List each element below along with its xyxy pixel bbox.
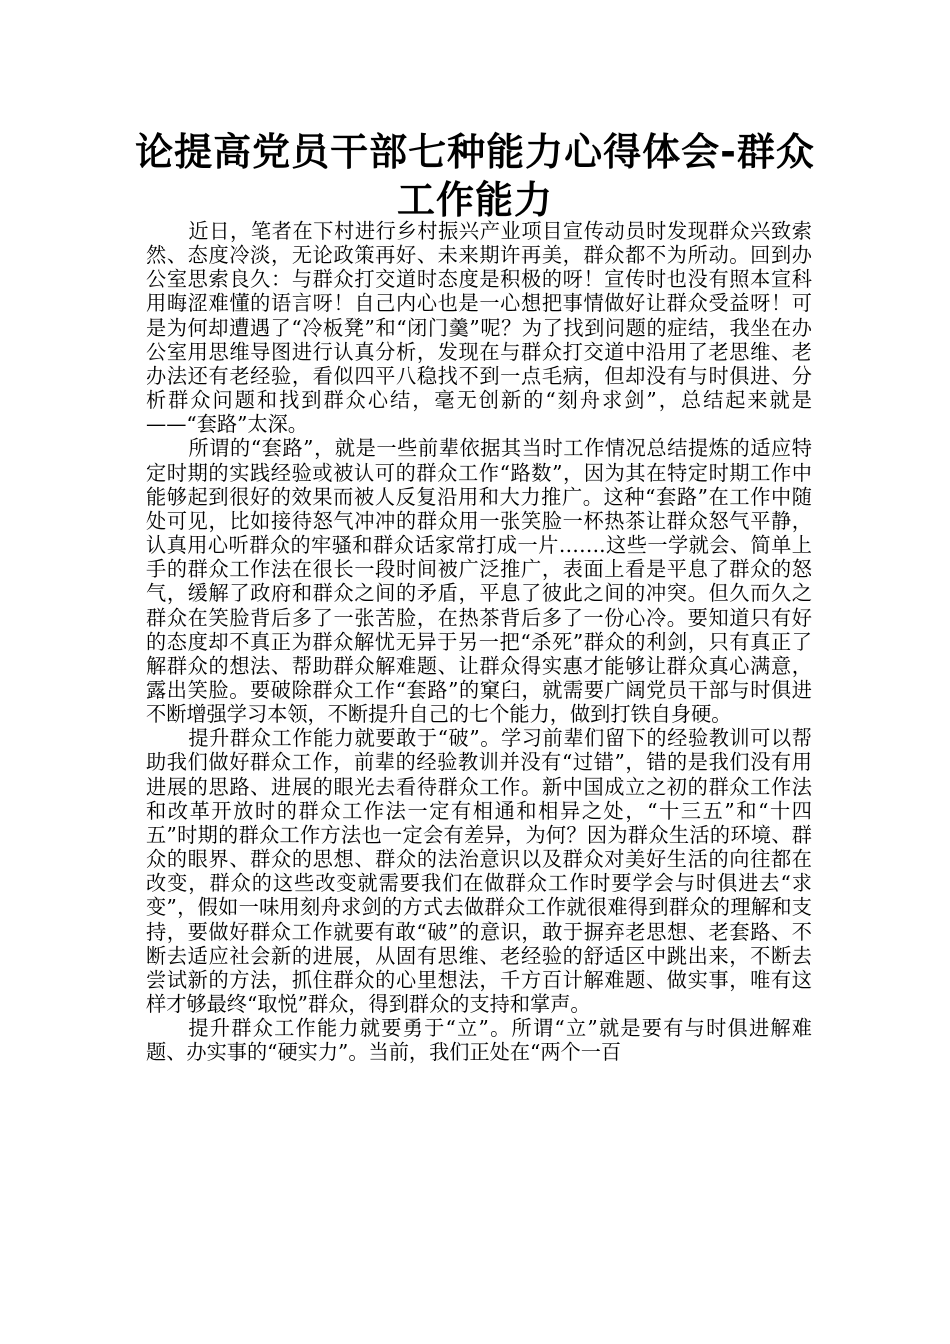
paragraph-po: 提升群众工作能力就要敢于“破”。学习前辈们留下的经验教训可以帮助我们做好群众工作，前辈的经验教训并没有“过错”，错的是我们没有用进展的思路、进展的眼光去看待群众工作。新中国成立之初的群众工作法和改革开放时的群众工作法一定有相通和相异之处，“十三五”和“十四五”时期的群众工作方法也一定会有差异，为何？因为群众生活的环境、群众的眼界、群众的思想、群众的法治意识以及群众对美好生活的向往都在改变，群众的这些改变就需要我们在做群众工作时要学会与时俱进去“求变”，假如一味用刻舟求剑的方式去做群众工作就很难得到群众的理解和支持，要做好群众工作就要有敢“破”的意识，敢于摒弃老思想、老套路、不断去适应社会新的进展，从固有思维、老经验的舒适区中跳出来，不断去尝试新的方法，抓住群众的心里想法，千方百计解难题、做实事，唯有这样才够最终“取悦”群众，得到群众的支持和掌声。 <box>146 726 812 1016</box>
paragraph-li: 提升群众工作能力就要勇于“立”。所谓“立”就是要有与时俱进解难题、办实事的“硬实力”。当前，我们正处在“两个一百 <box>146 1016 812 1065</box>
paragraph-intro: 近日，笔者在下村进行乡村振兴产业项目宣传动员时发现群众兴致索然、态度冷淡，无论政策再好、未来期许再美，群众都不为所动。回到办公室思索良久：与群众打交道时态度是积极的呀！宣传时也没有照本宣科用晦涩难懂的语言呀！自己内心也是一心想把事情做好让群众受益呀！可是为何却遭遇了“冷板凳”和“闭门羹”呢？为了找到问题的症结，我坐在办公室用思维导图进行认真分析，发现在与群众打交道中沿用了老思维、老办法还有老经验，看似四平八稳找不到一点毛病，但却没有与时俱进、分析群众问题和找到群众心结，毫无创新的“刻舟求剑”，总结起来就是——“套路”太深。 <box>146 219 812 437</box>
document-title: 论提高党员干部七种能力心得体会-群众工作能力 <box>135 130 815 222</box>
paragraph-taolu: 所谓的“套路”，就是一些前辈依据其当时工作情况总结提炼的适应特定时期的实践经验或被认可的群众工作“路数”，因为其在特定时期工作中能够起到很好的效果而被人反复沿用和大力推广。这种“套路”在工作中随处可见，比如接待怒气冲冲的群众用一张笑脸一杯热茶让群众怒气平静，认真用心听群众的牢骚和群众话家常打成一片…….这些一学就会、简单上手的群众工作法在很长一段时间被广泛推广，表面上看是平息了群众的怒气，缓解了政府和群众之间的矛盾，平息了彼此之间的冲突。但久而久之群众在笑脸背后多了一张苦脸，在热茶背后多了一份心冷。要知道只有好的态度却不真正为群众解忧无异于另一把“杀死”群众的利剑，只有真正了解群众的想法、帮助群众解难题、让群众得实惠才能够让群众真心满意，露出笑脸。要破除群众工作“套路”的窠臼，就需要广阔党员干部与时俱进不断增强学习本领，不断提升自己的七个能力，做到打铁自身硬。 <box>146 436 812 727</box>
document-body <box>146 219 812 1249</box>
